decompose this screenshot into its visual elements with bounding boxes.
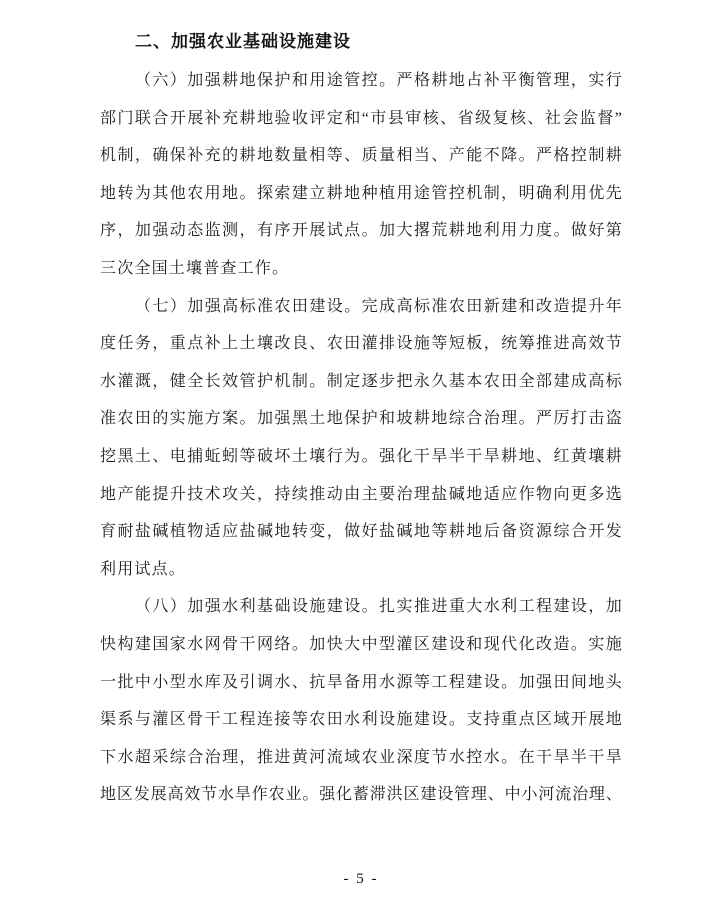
paragraph-line: 渠系与灌区骨干工程连接等农田水利设施建设。支持重点区域开展地	[100, 711, 622, 729]
paragraph-line: 挖黑土、电捕蚯蚓等破坏土壤行为。强化干旱半干旱耕地、红黄壤耕	[100, 447, 622, 465]
page-number: - 5 -	[343, 871, 379, 887]
paragraph-line: 机制，确保补充的耕地数量相等、质量相当、产能不降。严格控制耕	[100, 147, 622, 165]
paragraph-line: 一批中小型水库及引调水、抗旱备用水源等工程建设。加强田间地头	[100, 673, 622, 691]
paragraph	[100, 62, 622, 288]
paragraph-line: 序，加强动态监测，有序开展试点。加大撂荒耕地利用力度。做好第	[100, 222, 622, 240]
paragraph-line: （八）加强水利基础设施建设。扎实推进重大水利工程建设，加	[135, 598, 622, 616]
paragraph	[100, 288, 622, 589]
section-heading: 二、加强农业基础设施建设	[135, 32, 351, 51]
paragraphs-container	[100, 62, 622, 814]
paragraph-line: 部门联合开展补充耕地验收评定和“市县审核、省级复核、社会监督”	[100, 109, 622, 127]
page-footer	[0, 870, 722, 888]
paragraph-line: 利用试点。	[100, 560, 187, 578]
paragraph-line: 三次全国土壤普查工作。	[100, 259, 290, 277]
document-content	[100, 22, 622, 814]
paragraph-line: （七）加强高标准农田建设。完成高标准农田新建和改造提升年	[135, 297, 622, 315]
paragraph-line: 地转为其他农用地。探索建立耕地种植用途管控机制，明确利用优先	[100, 184, 622, 202]
paragraph-line: 快构建国家水网骨干网络。加快大中型灌区建设和现代化改造。实施	[100, 635, 622, 653]
paragraph-line: 下水超采综合治理，推进黄河流域农业深度节水控水。在干旱半干旱	[100, 748, 622, 766]
paragraph	[100, 588, 622, 814]
paragraph-line: 水灌溉，健全长效管护机制。制定逐步把永久基本农田全部建成高标	[100, 372, 622, 390]
paragraph-line: 地产能提升技术攻关，持续推动由主要治理盐碱地适应作物向更多选	[100, 485, 622, 503]
paragraph-line: 育耐盐碱植物适应盐碱地转变，做好盐碱地等耕地后备资源综合开发	[100, 523, 622, 541]
paragraph-line: 准农田的实施方案。加强黑土地保护和坡耕地综合治理。严厉打击盗	[100, 410, 622, 428]
paragraph-line: 地区发展高效节水旱作农业。强化蓄滞洪区建设管理、中小河流治理、	[100, 786, 622, 804]
paragraph-line: （六）加强耕地保护和用途管控。严格耕地占补平衡管理，实行	[135, 72, 622, 89]
paragraph-line: 度任务，重点补上土壤改良、农田灌排设施等短板，统筹推进高效节	[100, 335, 622, 353]
